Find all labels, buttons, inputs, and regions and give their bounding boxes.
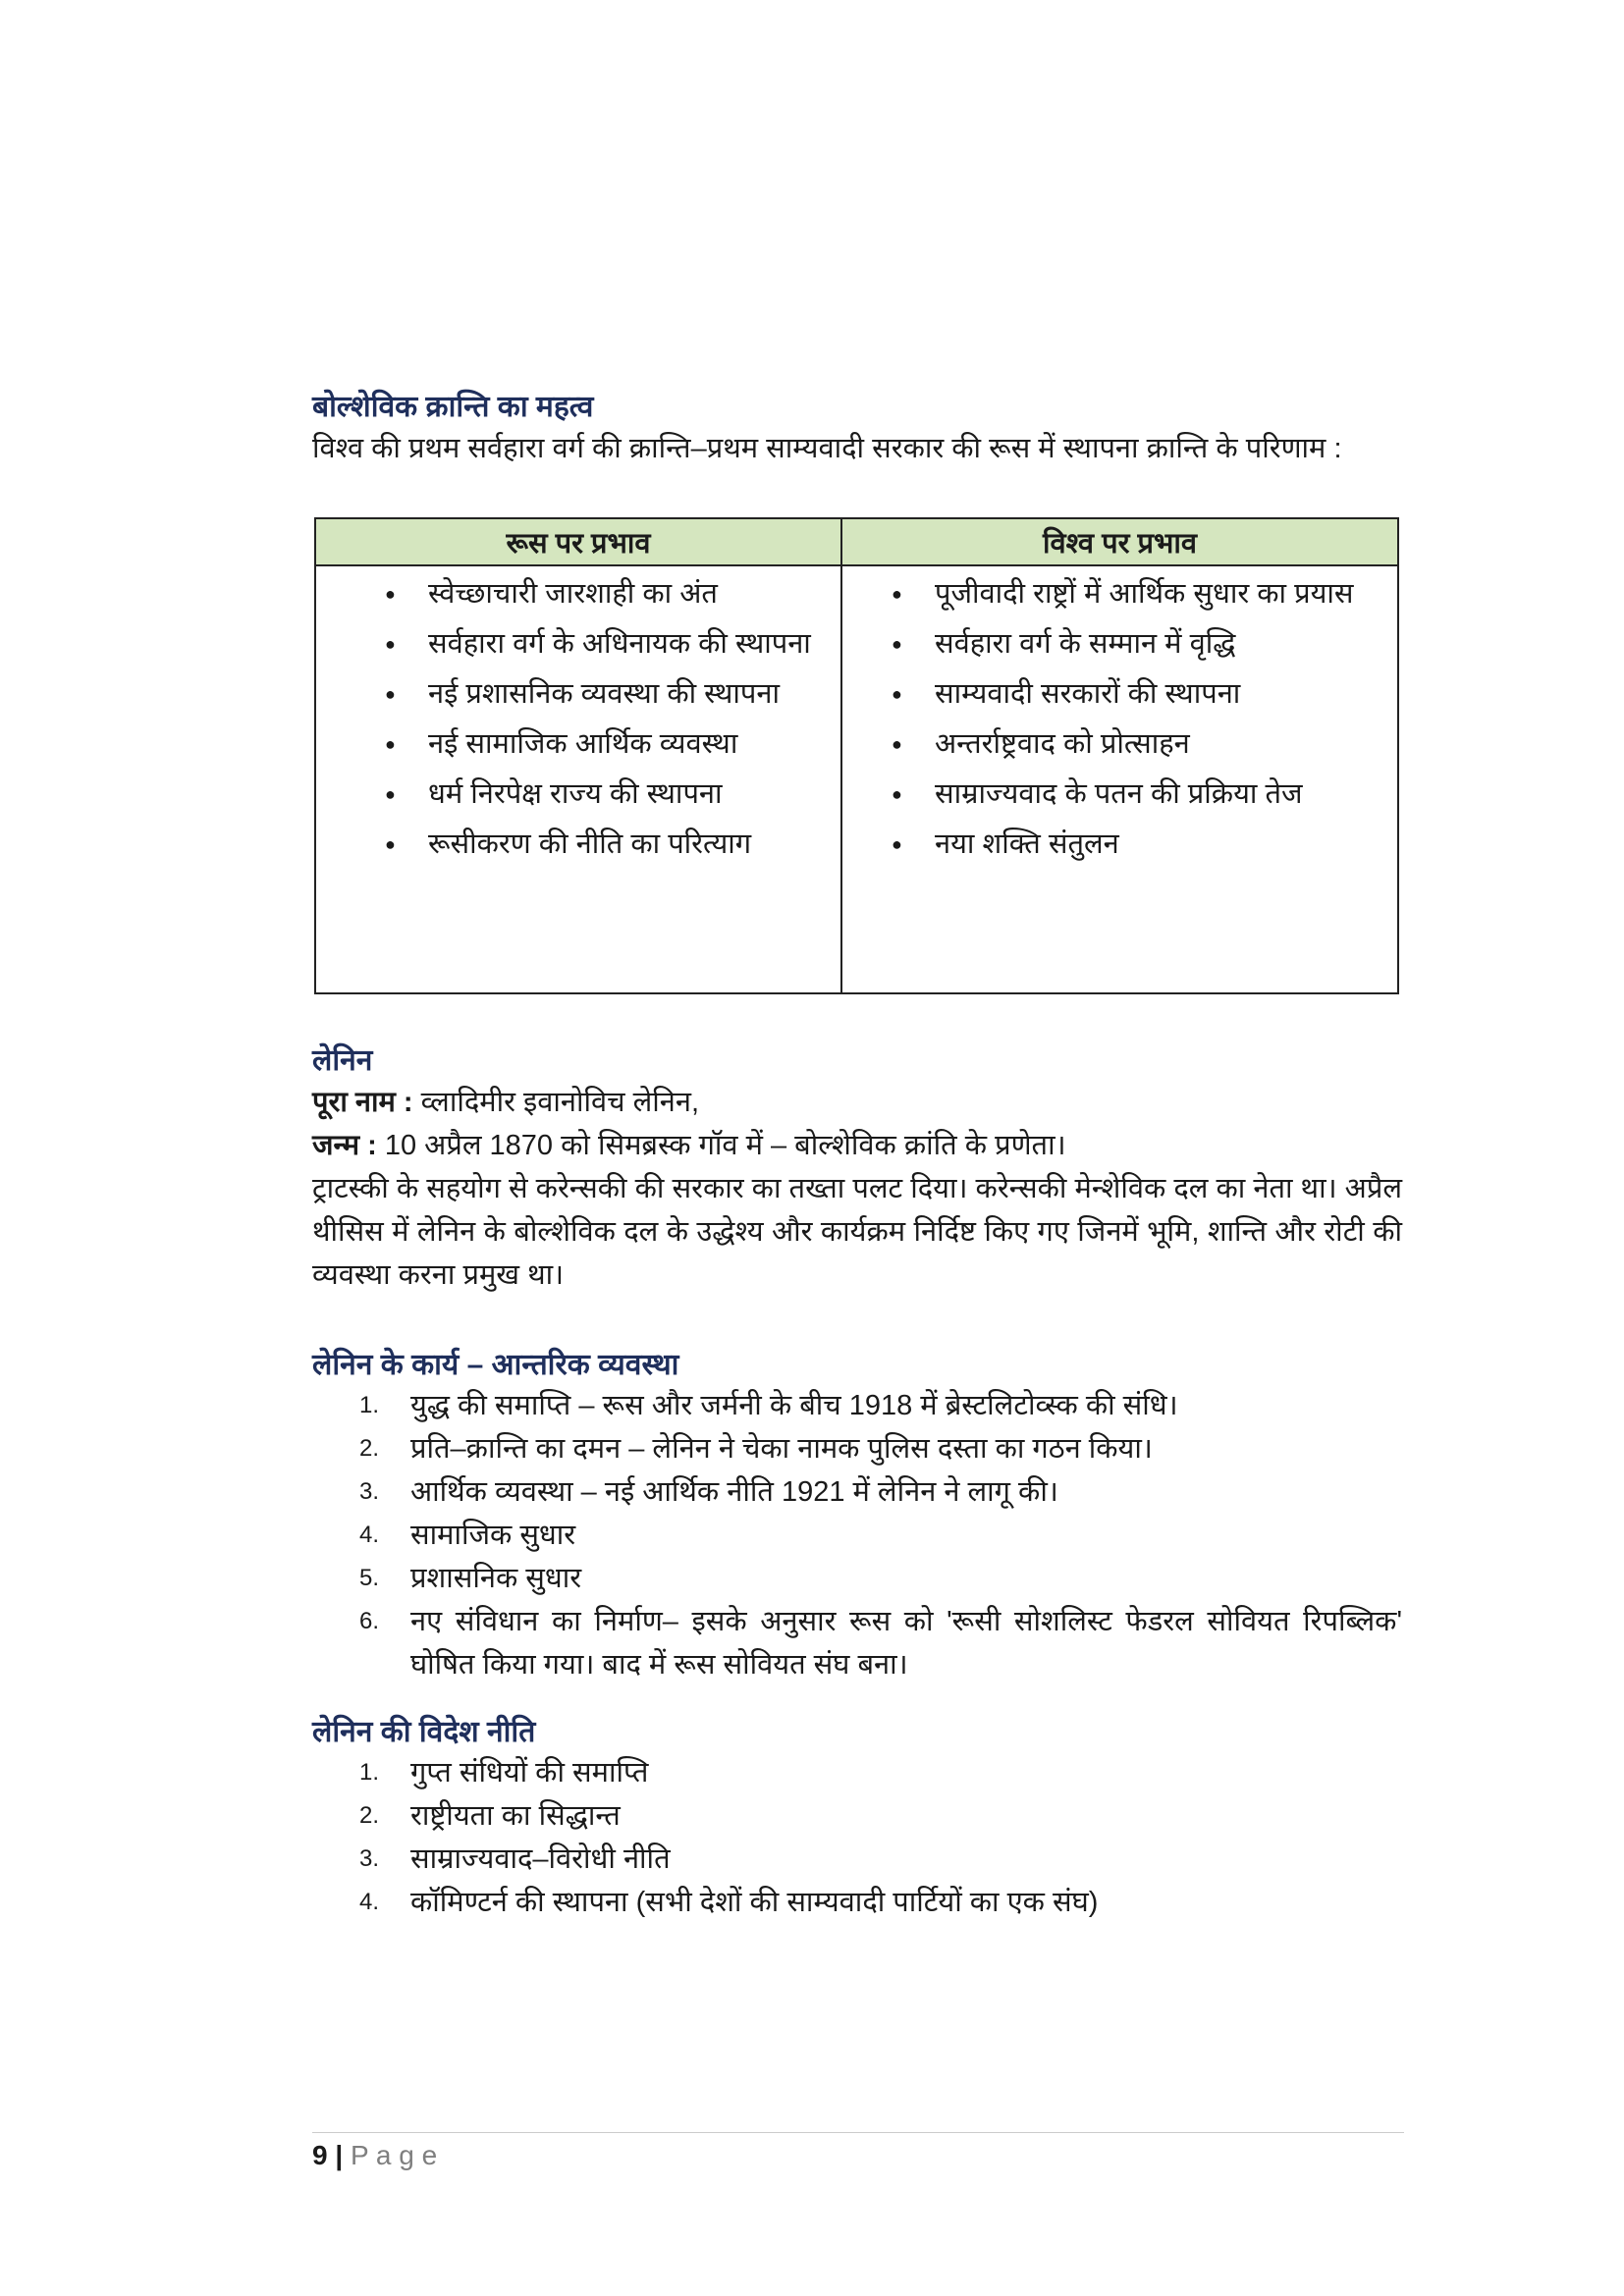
item-text: सामाजिक सुधार — [410, 1520, 576, 1551]
footer-divider — [312, 2132, 1404, 2133]
fullname-label: पूरा नाम : — [312, 1087, 413, 1118]
item-text: प्रशासनिक सुधार — [410, 1563, 582, 1594]
lenin-heading: लेनिन — [312, 1044, 373, 1077]
fullname-value: व्लादिमीर इवानोविच लेनिन, — [412, 1087, 700, 1118]
bullet-item: ● पूजीवादी राष्ट्रों में आर्थिक सुधार का प्रयास — [892, 572, 1378, 615]
item-number: 6. — [359, 1608, 380, 1634]
item-text: नए संविधान का निर्माण– इसके अनुसार रूस को 'रूसी सोशलिस्ट फेडरल सोवियत रिपब्लिक' घोषित किया गया। बाद में रूस सोवियत संघ बना। — [410, 1606, 1402, 1681]
numbered-item — [359, 1838, 1402, 1881]
bullet-item: ● स्वेच्छाचारी जारशाही का अंत — [385, 572, 821, 615]
lenin-paragraph: ट्राटस्की के सहयोग से करेन्सकी की सरकार का तख्ता पलट दिया। करेन्सकी मेन्शेविक दल का नेता था। अप्रैल थीसिस में लेनिन के बोल्शेविक दल के उद्धेश्य और कार्यक्रम निर्दिष्ट किए गए जिनमें भूमि, शान्ति और रोटी की व्यवस्था करना प्रमुख था। — [312, 1173, 1402, 1291]
numbered-item — [359, 1600, 1402, 1686]
item-text: युद्ध की समाप्ति – रूस और जर्मनी के बीच 1918 में ब्रेस्टलिटोव्स्क की संधि। — [410, 1390, 1178, 1421]
birth-value: 10 अप्रैल 1870 को सिमब्रस्क गॉव में – बोल्शेविक क्रांति के प्रणेता। — [376, 1130, 1066, 1161]
item-text: आर्थिक व्यवस्था – नई आर्थिक नीति 1921 में लेनिन ने लागू की। — [410, 1476, 1058, 1508]
item-text: कॉमिण्टर्न की स्थापना (सभी देशों की साम्यवादी पार्टियों का एक संघ) — [410, 1887, 1099, 1918]
section-heading: बोल्शेविक क्रान्ति का महत्व — [312, 391, 594, 423]
page-label: P a g e — [350, 2140, 438, 2170]
item-number: 3. — [359, 1478, 380, 1505]
item-number: 4. — [359, 1889, 380, 1915]
intro-paragraph: विश्व की प्रथम सर्वहारा वर्ग की क्रान्ति–प्रथम साम्यवादी सरकार की रूस में स्थापना क्रान्ति के परिणाम : — [312, 433, 1342, 464]
bullet-item: ● साम्राज्यवाद के पतन की प्रक्रिया तेज — [892, 773, 1378, 816]
header-world: विश्व पर प्रभाव — [841, 518, 1398, 565]
numbered-item — [359, 1881, 1402, 1924]
item-number: 2. — [359, 1802, 380, 1829]
numbered-item — [359, 1427, 1402, 1470]
impact-table — [314, 517, 1399, 994]
item-number: 4. — [359, 1522, 380, 1548]
item-number: 3. — [359, 1845, 380, 1872]
bullet-item: ● अन्तर्राष्ट्रवाद को प्रोत्साहन — [892, 722, 1378, 766]
russia-cell — [315, 565, 841, 993]
numbered-item — [359, 1557, 1402, 1600]
item-text: साम्राज्यवाद–विरोधी नीति — [410, 1843, 671, 1875]
item-text: प्रति–क्रान्ति का दमन – लेनिन ने चेका नामक पुलिस दस्ता का गठन किया। — [410, 1433, 1153, 1465]
bullet-item: ● रूसीकरण की नीति का परित्याग — [385, 823, 821, 866]
item-number: 2. — [359, 1435, 380, 1462]
item-text: राष्ट्रीयता का सिद्धान्त — [410, 1800, 621, 1832]
internal-heading: लेनिन के कार्य – आन्तरिक व्यवस्था — [312, 1349, 679, 1381]
numbered-item — [359, 1470, 1402, 1514]
bullet-item: ● नई सामाजिक आर्थिक व्यवस्था — [385, 722, 821, 766]
numbered-item — [359, 1384, 1402, 1427]
item-number: 1. — [359, 1392, 380, 1418]
world-cell — [841, 565, 1398, 993]
bullet-item: ● नया शक्ति संतुलन — [892, 823, 1378, 866]
footer-separator: | — [335, 2140, 344, 2170]
item-number: 1. — [359, 1759, 380, 1786]
birth-label: जन्म : — [312, 1130, 377, 1161]
numbered-item — [359, 1751, 1402, 1794]
bullet-item: ● साम्यवादी सरकारों की स्थापना — [892, 672, 1378, 716]
item-text: गुप्त संधियों की समाप्ति — [410, 1757, 649, 1789]
header-russia: रूस पर प्रभाव — [315, 518, 841, 565]
numbered-item — [359, 1514, 1402, 1557]
numbered-item — [359, 1794, 1402, 1838]
item-number: 5. — [359, 1565, 380, 1591]
bullet-item: ● सर्वहारा वर्ग के अधिनायक की स्थापना — [385, 622, 821, 666]
foreign-heading: लेनिन की विदेश नीति — [312, 1716, 536, 1748]
bullet-item: ● सर्वहारा वर्ग के सम्मान में वृद्धि — [892, 622, 1378, 666]
bullet-item: ● धर्म निरपेक्ष राज्य की स्थापना — [385, 773, 821, 816]
bullet-item: ● नई प्रशासनिक व्यवस्था की स्थापना — [385, 672, 821, 716]
page-number: 9 — [312, 2140, 328, 2170]
